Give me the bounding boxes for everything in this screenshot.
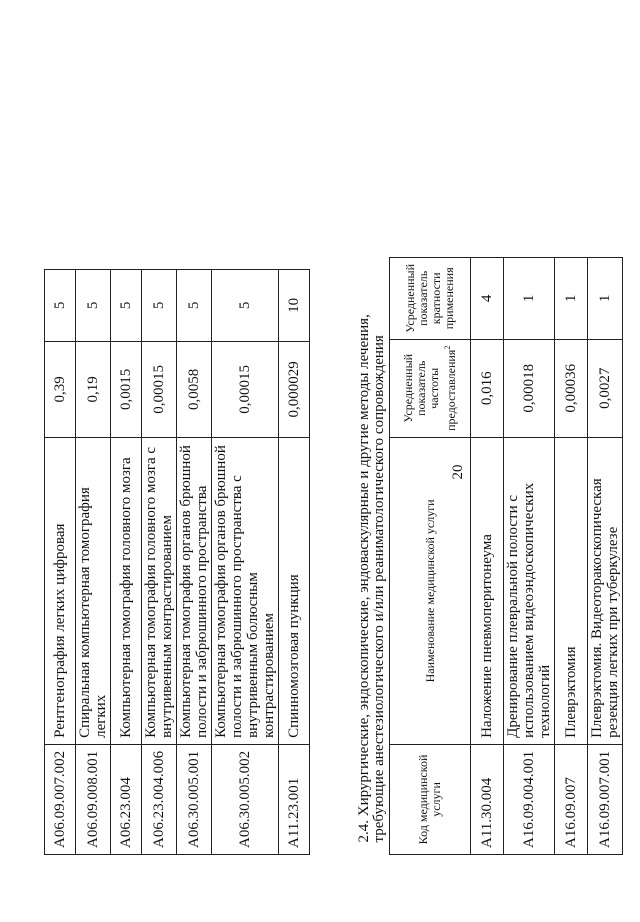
column-header-frequency-text: Усредненный показатель частоты предоставления [401,349,458,431]
table-row [45,269,76,854]
section-caption-row [356,257,390,854]
column-header-multiplicity: Усредненный показатель кратности применения [390,257,471,339]
multiplicity-value: 5 [177,269,212,341]
frequency-value: 0,0027 [588,339,623,437]
service-name: Спиральная компьютерная томография легких [76,437,111,744]
table-row [142,269,177,854]
service-code: А16.09.007 [555,744,588,854]
service-name: Компьютерная томография органов брюшной полости и забрюшинного пространства [177,437,212,744]
surgical-methods-table [356,257,623,855]
multiplicity-value: 5 [111,269,142,341]
service-code: А16.09.004.001 [504,744,555,854]
table-row [555,257,588,854]
service-name: Дренирование плевральной полости с использованием видеоэндоскопических технологий [504,437,555,744]
frequency-value: 0,00018 [504,339,555,437]
service-name: Плеврэктомия [555,437,588,744]
table-row [111,269,142,854]
multiplicity-value: 1 [504,257,555,339]
frequency-value: 0,39 [45,341,76,437]
service-code: А11.23.001 [279,744,310,854]
multiplicity-value: 1 [588,257,623,339]
table-row [588,257,623,854]
service-name: Наложение пневмоперитонеума [471,437,504,744]
frequency-value: 0,19 [76,341,111,437]
service-name: Компьютерная томография головного мозга [111,437,142,744]
footnote-marker: 2 [443,345,452,350]
multiplicity-value: 5 [45,269,76,341]
service-code: А06.09.007.002 [45,744,76,854]
frequency-value: 0,00015 [212,341,279,437]
frequency-value: 0,00036 [555,339,588,437]
section-caption: 2.4. Хирургические, эндоскопические, эндоваскулярные и другие методы лечения, требующие анестезиологического и/или реаниматологического сопровождения [356,314,387,843]
table-row [279,269,310,854]
service-code: А06.30.005.002 [212,744,279,854]
service-code: А16.09.007.001 [588,744,623,854]
frequency-value: 0,016 [471,339,504,437]
service-name: Спинномозговая пункция [279,437,310,744]
services-table-continued [44,269,310,855]
service-code: А06.09.008.001 [76,744,111,854]
table-row [177,269,212,854]
service-name: Компьютерная томография головного мозга с внутривенным контрастированием [142,437,177,744]
frequency-value: 0,000029 [279,341,310,437]
frequency-value: 0,0058 [177,341,212,437]
multiplicity-value: 5 [212,269,279,341]
service-name: Рентгенография легких цифровая [45,437,76,744]
service-name: Плеврэктомия. Видеоторакоскопическая резекция легких при туберкулезе [588,437,623,744]
service-name: Компьютерная томография органов брюшной полости и забрюшинного пространства с внутривенным болюсным контрастированием [212,437,279,744]
multiplicity-value: 5 [142,269,177,341]
table-row [471,257,504,854]
frequency-value: 0,0015 [111,341,142,437]
table-row [212,269,279,854]
service-code: А11.30.004 [471,744,504,854]
column-header-name: Наименование медицинской услуги [390,437,471,744]
multiplicity-value: 4 [471,257,504,339]
multiplicity-value: 1 [555,257,588,339]
service-code: А06.23.004 [111,744,142,854]
table-row [504,257,555,854]
table-row [76,269,111,854]
multiplicity-value: 5 [76,269,111,341]
page-number: 20 [450,464,466,480]
service-code: А06.30.005.001 [177,744,212,854]
column-header-frequency [390,339,471,437]
frequency-value: 0,00015 [142,341,177,437]
service-code: А06.23.004.006 [142,744,177,854]
table-header-row [390,257,471,854]
multiplicity-value: 10 [279,269,310,341]
column-header-code: Код медицинской услуги [390,744,471,854]
